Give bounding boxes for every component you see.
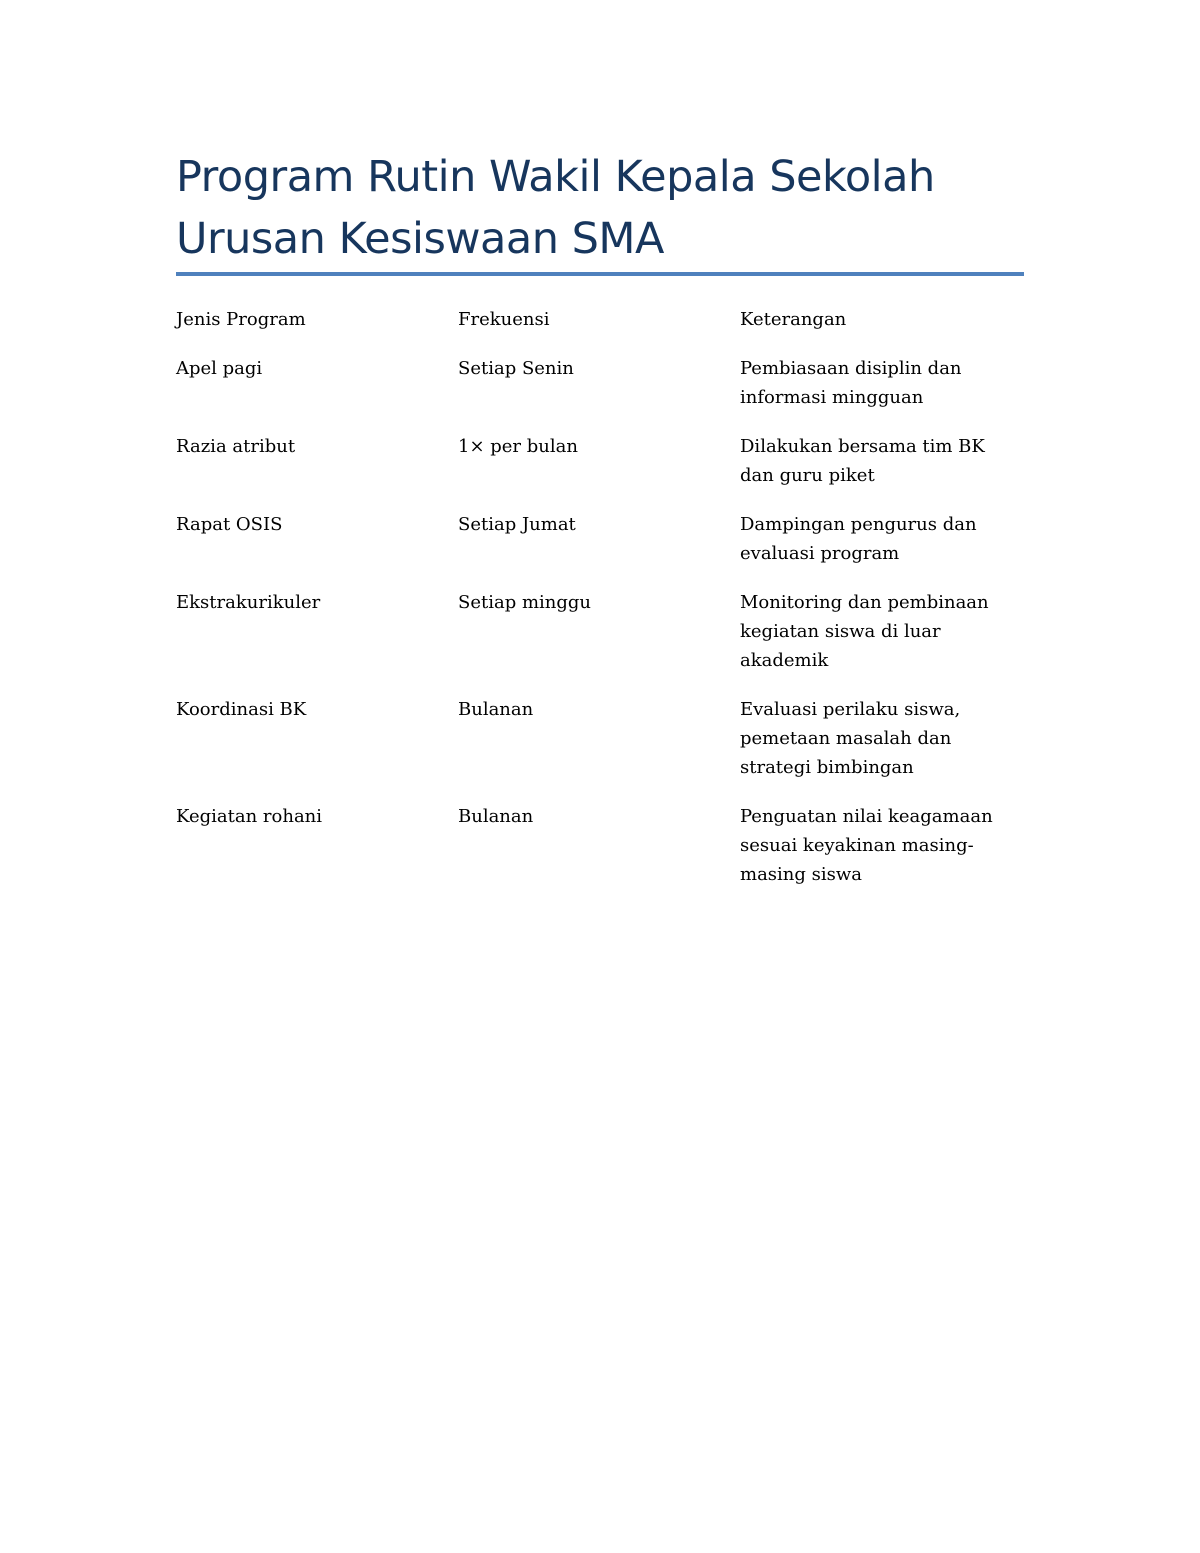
cell-description: Pembiasaan disiplin dan informasi mingguan <box>740 358 962 408</box>
cell-description: Monitoring dan pembinaan kegiatan siswa di luar akademik <box>740 592 989 671</box>
cell-description: Dilakukan bersama tim BK dan guru piket <box>740 436 985 486</box>
cell-description: Evaluasi perilaku siswa, pemetaan masalah dan strategi bimbingan <box>740 699 961 778</box>
cell-frequency: Bulanan <box>458 699 534 720</box>
cell-frequency: 1× per bulan <box>458 436 578 457</box>
cell-frequency: Setiap Senin <box>458 358 574 379</box>
table-row <box>176 510 1024 568</box>
page-title <box>176 146 1024 270</box>
title-line-2: Urusan Kesiswaan SMA <box>176 214 664 264</box>
cell-description: Dampingan pengurus dan evaluasi program <box>740 514 977 564</box>
table-row <box>176 432 1024 490</box>
cell-program: Koordinasi BK <box>176 699 307 720</box>
program-table <box>176 305 1024 909</box>
title-line-1: Program Rutin Wakil Kepala Sekolah <box>176 152 935 202</box>
cell-frequency: Setiap minggu <box>458 592 592 613</box>
cell-program: Kegiatan rohani <box>176 806 323 827</box>
cell-program: Ekstrakurikuler <box>176 592 321 613</box>
title-underline <box>176 272 1024 276</box>
header-jenis-program: Jenis Program <box>176 309 306 330</box>
header-keterangan: Keterangan <box>740 309 847 330</box>
header-frekuensi: Frekuensi <box>458 309 550 330</box>
cell-program: Razia atribut <box>176 436 296 457</box>
table-row <box>176 588 1024 675</box>
table-row <box>176 695 1024 782</box>
table-header-row <box>176 305 1024 334</box>
cell-description: Penguatan nilai keagamaan sesuai keyakinan masing-masing siswa <box>740 806 993 885</box>
cell-program: Apel pagi <box>176 358 263 379</box>
cell-frequency: Setiap Jumat <box>458 514 576 535</box>
cell-program: Rapat OSIS <box>176 514 283 535</box>
cell-frequency: Bulanan <box>458 806 534 827</box>
table-row <box>176 354 1024 412</box>
table-row <box>176 802 1024 889</box>
